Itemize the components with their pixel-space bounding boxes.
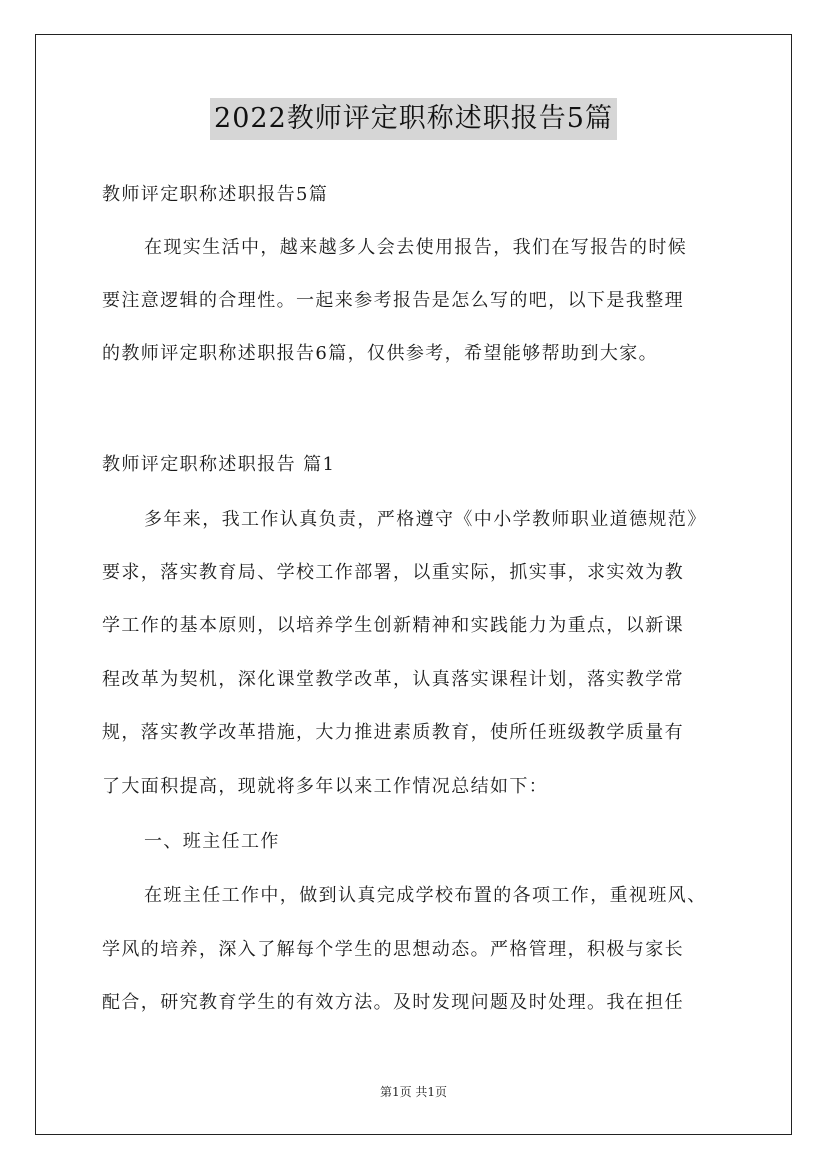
page-footer: 第1页 共1页 bbox=[379, 1085, 448, 1099]
title-container bbox=[0, 98, 827, 140]
body-line: 多年来，我工作认真负责，严格遵守《中小学教师职业道德规范》 bbox=[144, 509, 707, 530]
document-subtitle: 教师评定职称述职报告5篇 bbox=[102, 184, 329, 205]
body-line: 了大面积提高，现就将多年以来工作情况总结如下： bbox=[102, 776, 549, 797]
body-line: 学风的培养，深入了解每个学生的思想动态。严格管理，积极与家长 bbox=[102, 939, 684, 960]
body-line: 在班主任工作中，做到认真完成学校布置的各项工作，重视班风、 bbox=[144, 885, 707, 906]
section-heading: 教师评定职称述职报告 篇1 bbox=[102, 454, 336, 475]
body-line: 学工作的基本原则，以培养学生创新精神和实践能力为重点，以新课 bbox=[102, 615, 684, 636]
intro-line: 的教师评定职称述职报告6篇，仅供参考，希望能够帮助到大家。 bbox=[102, 343, 659, 364]
body-line: 程改革为契机，深化课堂教学改革，认真落实课程计划，落实教学常 bbox=[102, 669, 684, 690]
intro-line: 要注意逻辑的合理性。一起来参考报告是怎么写的吧，以下是我整理 bbox=[102, 290, 684, 311]
document-title: 2022教师评定职称述职报告5篇 bbox=[210, 98, 617, 140]
body-line: 要求，落实教育局、学校工作部署，以重实际，抓实事，求实效为教 bbox=[102, 562, 684, 583]
body-line: 规，落实教学改革措施，大力推进素质教育，使所任班级教学质量有 bbox=[102, 722, 684, 743]
subsection-heading: 一、班主任工作 bbox=[144, 831, 280, 852]
intro-line: 在现实生活中，越来越多人会去使用报告，我们在写报告的时候 bbox=[144, 237, 688, 258]
body-line: 配合，研究教育学生的有效方法。及时发现问题及时处理。我在担任 bbox=[102, 992, 684, 1013]
